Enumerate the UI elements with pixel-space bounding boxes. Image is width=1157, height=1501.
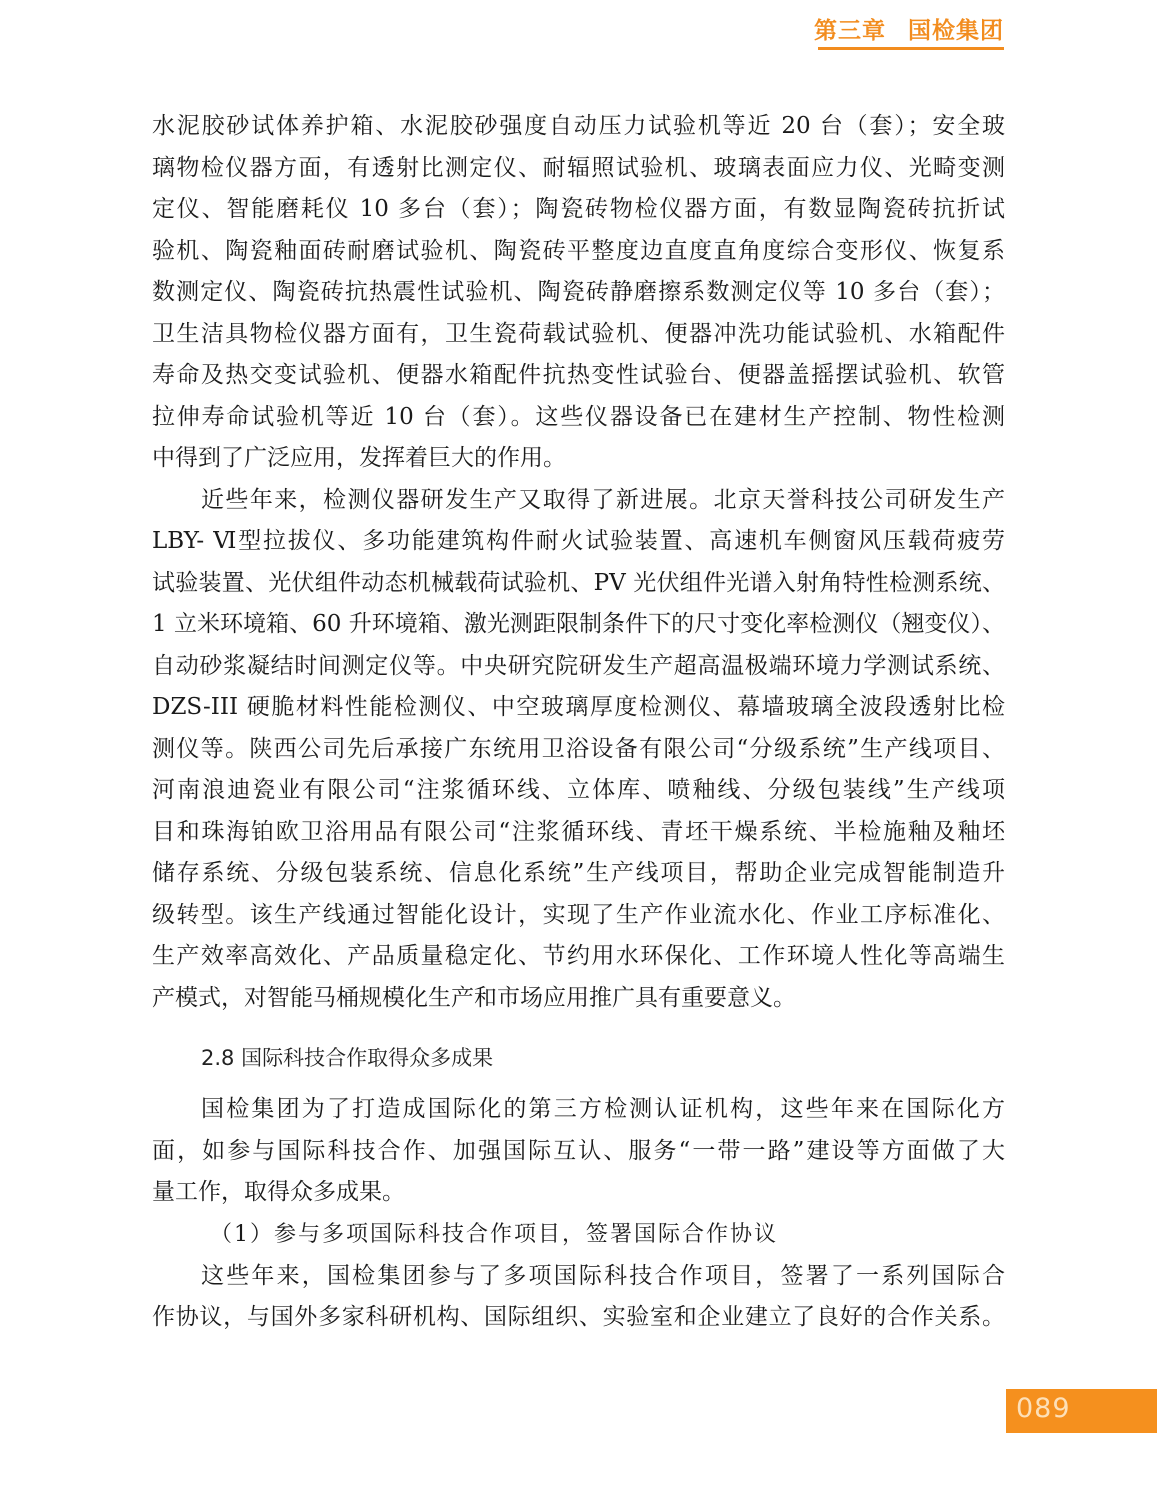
page-number: 089 (1016, 1393, 1071, 1424)
text-line: 级转型。该生产线通过智能化设计，实现了生产作业流水化、作业工序标准化、 (152, 901, 1005, 928)
text-line: 储存系统、分级包装系统、信息化系统”生产线项目，帮助企业完成智能制造升 (152, 860, 1005, 886)
text-line: DZS-III 硬脆材料性能检测仪、中空玻璃厚度检测仪、幕墙玻璃全波段透射比检 (152, 694, 1005, 720)
text-line: 试验装置、光伏组件动态机械载荷试验机、PV 光伏组件光谱入射角特性检测系统、 (152, 569, 1005, 596)
text-line: 拉伸寿命试验机等近 10 台（套）。这些仪器设备已在建材生产控制、物性检测 (152, 403, 1005, 430)
text-line: 数测定仪、陶瓷砖抗热震性试验机、陶瓷砖静磨擦系数测定仪等 10 多台（套）； (152, 279, 1005, 305)
text-line: 卫生洁具物检仪器方面有，卫生瓷荷载试验机、便器冲洗功能试验机、水箱配件 (152, 320, 1005, 347)
text-line: 河南浪迪瓷业有限公司“注浆循环线、立体库、喷釉线、分级包装线”生产线项 (152, 777, 1005, 803)
text-line: 国检集团为了打造成国际化的第三方检测认证机构，这些年来在国际化方 (201, 1096, 1005, 1122)
text-line: LBY- Ⅵ型拉拔仪、多功能建筑构件耐火试验装置、高速机车侧窗风压载荷疲劳 (152, 528, 1005, 554)
text-line: 这些年来，国检集团参与了多项国际科技合作项目，签署了一系列国际合 (201, 1262, 1005, 1289)
text-line: 面，如参与国际科技合作、加强国际互认、服务“一带一路”建设等方面做了大 (152, 1137, 1005, 1164)
paragraph-4 (152, 1256, 1005, 1339)
section-heading: 2.8 国际科技合作取得众多成果 (201, 1046, 494, 1070)
page-number-tab (1006, 1389, 1157, 1433)
header-section: 国检集团 (908, 18, 1004, 44)
text-line: 生产效率高效化、产品质量稳定化、节约用水环保化、工作环境人性化等高端生 (152, 943, 1005, 969)
header-rule (818, 47, 1004, 50)
text-line: 验机、陶瓷釉面砖耐磨试验机、陶瓷砖平整度边直度直角度综合变形仪、恢复系 (152, 237, 1005, 264)
text-line: 作协议，与国外多家科研机构、国际组织、实验室和企业建立了良好的合作关系。 (152, 1304, 1005, 1330)
text-line: 定仪、智能磨耗仪 10 多台（套）；陶瓷砖物检仪器方面，有数显陶瓷砖抗折试 (152, 196, 1005, 222)
body-text (152, 106, 1005, 1339)
text-line: 测仪等。陕西公司先后承接广东统用卫浴设备有限公司“分级系统”生产线项目、 (152, 735, 1005, 762)
header-title (814, 12, 1004, 45)
text-line: 璃物检仪器方面，有透射比测定仪、耐辐照试验机、玻璃表面应力仪、光畸变测 (152, 154, 1005, 181)
running-header (814, 10, 1004, 50)
text-line: 中得到了广泛应用，发挥着巨大的作用。 (152, 445, 566, 471)
text-line: 自动砂浆凝结时间测定仪等。中央研究院研发生产超高温极端环境力学测试系统、 (152, 652, 1005, 679)
text-line: 量工作，取得众多成果。 (152, 1179, 405, 1205)
text-line: 1 立米环境箱、60 升环境箱、激光测距限制条件下的尺寸变化率检测仪（翘变仪）、 (152, 611, 1005, 637)
text-line: 水泥胶砂试体养护箱、水泥胶砂强度自动压力试验机等近 20 台（套）；安全玻 (152, 113, 1005, 139)
sub-heading: （1）参与多项国际科技合作项目，签署国际合作协议 (210, 1221, 778, 1247)
text-line: 目和珠海铂欧卫浴用品有限公司“注浆循环线、青坯干燥系统、半检施釉及釉坯 (152, 818, 1005, 845)
text-line: 产模式，对智能马桶规模化生产和市场应用推广具有重要意义。 (152, 984, 796, 1011)
header-chapter: 第三章 (814, 18, 886, 44)
text-line: 寿命及热交变试验机、便器水箱配件抗热变性试验台、便器盖摇摆试验机、软管 (152, 362, 1005, 388)
paragraph-2 (152, 480, 1005, 1020)
text-line: 近些年来，检测仪器研发生产又取得了新进展。北京天誉科技公司研发生产 (201, 486, 1005, 513)
paragraph-3 (152, 1089, 1005, 1214)
paragraph-1 (152, 106, 1005, 480)
